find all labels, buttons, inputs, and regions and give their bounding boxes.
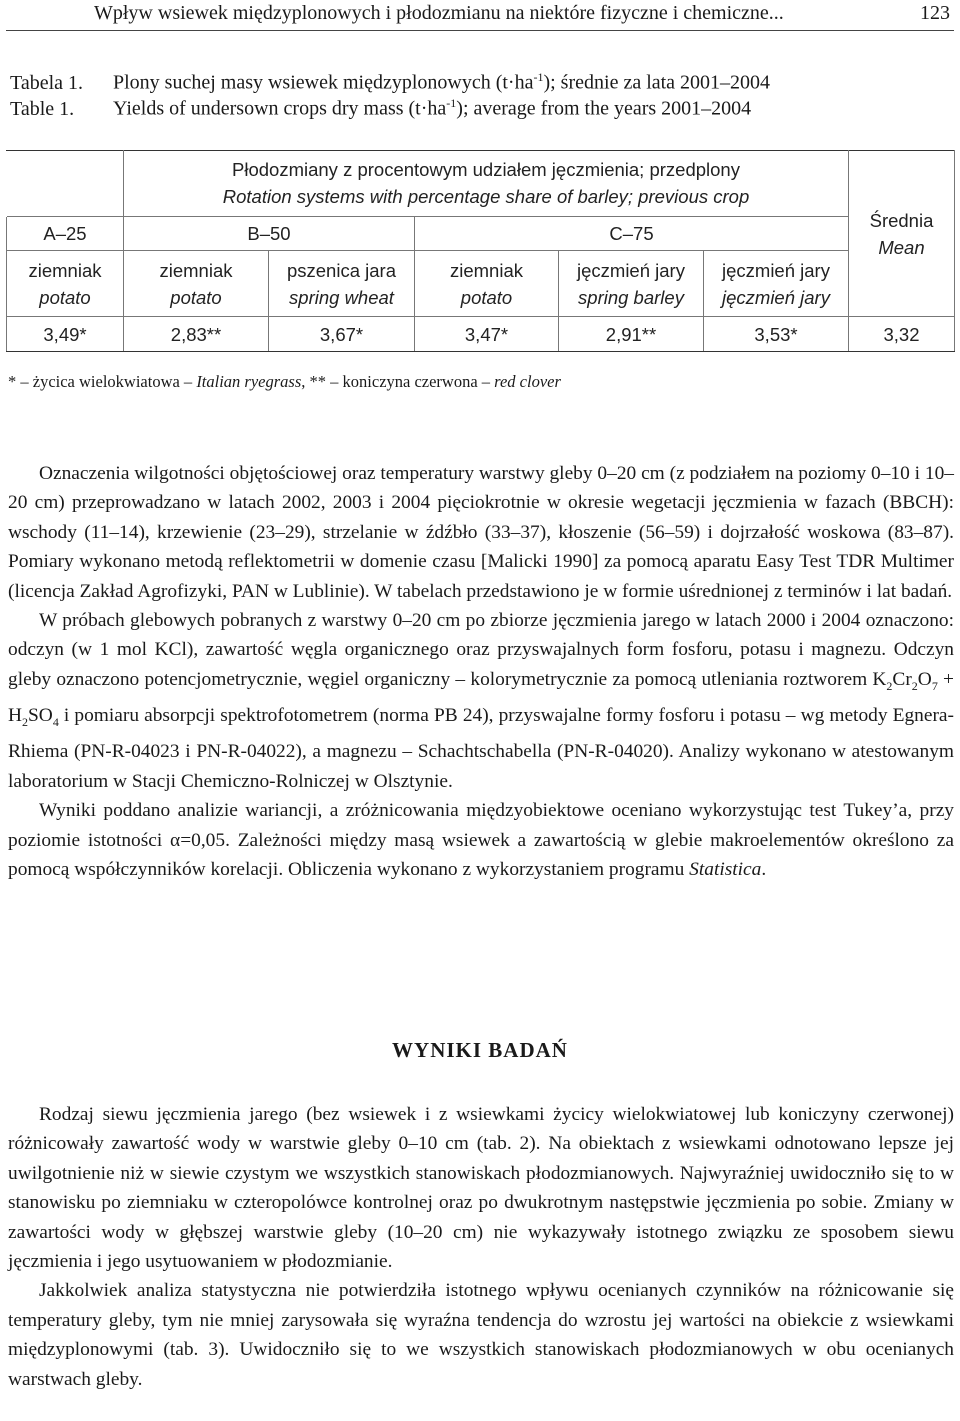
- yields-table: [6, 150, 955, 352]
- results-heading: WYNIKI BADAŃ: [392, 1038, 568, 1062]
- group-header-en: Rotation systems with percentage share of barley; previous crop: [222, 186, 750, 208]
- table-value: 2,91**: [559, 317, 704, 352]
- caption-en-sup: -1: [446, 96, 457, 110]
- crop-pl: ziemniak: [450, 259, 523, 281]
- p2-text: Cr: [892, 668, 912, 690]
- crop-pl: pszenica jara: [286, 259, 396, 281]
- subscript: 2: [22, 715, 29, 729]
- crop-en: spring wheat: [289, 286, 394, 308]
- subscript: 2: [911, 678, 918, 693]
- footnote-star1-en: Italian ryegrass: [196, 372, 302, 391]
- crop-pl: jęczmień jary: [722, 259, 830, 281]
- crop-pl: ziemniak: [28, 259, 102, 281]
- crop-en: jęczmień jary: [722, 286, 830, 308]
- results-section: [8, 1100, 954, 1394]
- table-label-en: Table 1.: [10, 97, 75, 120]
- p2-text: + H: [8, 668, 954, 727]
- table-label-pl: Tabela 1.: [10, 71, 84, 94]
- crop-header: [415, 251, 559, 317]
- subscript: 7: [931, 678, 938, 693]
- table-mean-value: 3,32: [849, 317, 955, 352]
- methods-section: [8, 459, 954, 884]
- crop-header: [559, 251, 704, 317]
- crop-header: [124, 251, 269, 317]
- rotation-b-header: B–50: [124, 216, 415, 251]
- footnote-star2: , ** – koniczyna czerwona –: [301, 372, 495, 391]
- caption-pl-text-end: ); średnie za lata 2001–2004: [543, 71, 771, 94]
- p2-text: W próbach glebowych pobranych z warstwy 0–20 cm po zbiorze jęczmienia jarego w latach 2000 i 2004 oznaczono: odczyn (w 1 mol KCl), zawartość węgla organicznego oraz przyswajalnych form fosforu, potasu i magnezu. Odczyn gleby oznaczono potencjometrycznie, węgiel organiczny – kolorymetrycznie za pomocą utleniania roztworem K: [8, 610, 954, 690]
- table-caption-en: [10, 96, 950, 121]
- results-paragraph-1: Rodzaj siewu jęczmienia jarego (bez wsiewek i z wsiewkami życicy wielokwiatowej lub koniczyny czerwonej) różnicowały zawartość wody w warstwie gleby 0–10 cm (tab. 2). Na obiektach z wsiewkami odnotowano lepsze jej uwilgotnienie niż w siewie czystym we wszystkich stanowiskach płodozmianowych. Najwyraźniej uwidoczniło się to w stanowisku po ziemniaku w czteropolówce kontrolnej oraz po dwukrotnym następstwie jęczmienia po sobie. Zmiany w zawartości wody w głębszej warstwie gleby (10–20 cm) nie wykazywały istotnego związku ze sposobem siewu jęczmienia i jego usytuowaniem w płodozmianie.: [8, 1104, 954, 1273]
- methods-paragraph-1: Oznaczenia wilgotności objętościowej oraz temperatury warstwy gleby 0–20 cm (z podziałem na poziomy 0–10 i 10–20 cm) przeprowadzano w latach 2002, 2003 i 2004 pięciokrotnie w okresie wegetacji jęczmienia w fazach (BBCH): wschody (11–14), krzewienie (23–29), strzelanie w źdźbło (33–37), kłoszenie (56–59) i dojrzałość woskowa (83–87). Pomiary wykonano metodą reflektometrii w domenie czasu [Malicki 1990] za pomocą aparatu Easy Test TDR Multimer (licencja Zakład Agrofizyki, PAN w Lublinie). W tabelach przedstawiono je w formie uśrednionej z terminów i lat badań.: [8, 463, 954, 602]
- mean-header-pl: Średnia: [869, 209, 934, 231]
- software-name: Statistica: [689, 859, 762, 881]
- p2-text: SO: [28, 705, 53, 727]
- subscript: 2: [886, 678, 893, 693]
- table-value: 3,49*: [7, 317, 124, 352]
- caption-pl-sup: -1: [533, 70, 544, 84]
- crop-en: potato: [460, 286, 513, 308]
- crop-pl: ziemniak: [159, 259, 233, 281]
- page-number: 123: [920, 2, 950, 24]
- crop-en: spring barley: [578, 286, 684, 308]
- mean-header-en: Mean: [878, 236, 925, 258]
- rotation-a-header: A–25: [7, 216, 124, 251]
- table-value: 3,53*: [704, 317, 849, 352]
- crop-header: [269, 251, 415, 317]
- p2-text: i pomiaru absorpcji spektrofotometrem (norma PB 24), przyswajalne formy fosforu i potasu – wg metody Egnera-Rhiema (PN-R-04023 i PN-R-04022), a magnezu – Schachtschabella (PN-R-04020). Analizy wykonano w atestowanym laboratorium w Stacji Chemiczno-Rolniczej w Olsztynie.: [8, 705, 954, 792]
- results-paragraph-2: Jakkolwiek analiza statystyczna nie potwierdziła istotnego wpływu ocenianych czynników na różnicowanie się temperatury gleby, tym nie mniej zarysowała się wyraźna tendencja do wzrostu jej wartości na obiekcie z wsiewkami międzyplonowymi (tab. 3). Uwidoczniło się to we wszystkich stanowiskach płodozmianowych w obu ocenianych warstwach gleby.: [8, 1280, 954, 1390]
- footnote-star2-en: red clover: [494, 372, 561, 391]
- crop-en: potato: [39, 286, 91, 308]
- table-footnote: [8, 372, 561, 392]
- subscript: 4: [52, 715, 59, 729]
- p3-text: Wyniki poddano analizie wariancji, a zróżnicowania międzyobiektowe oceniano wykorzystując test Tukey’a, przy poziomie istotności α=0,05. Zależności między masą wsiewek a zawartością w glebie makroelementów określono za pomocą współczynników korelacji. Obliczenia wykonano z wykorzystaniem programu: [8, 800, 954, 881]
- caption-en-text-end: ); average from the years 2001–2004: [456, 97, 752, 120]
- methods-paragraph-3: [8, 796, 954, 884]
- table-value: 3,67*: [269, 317, 415, 352]
- table-caption-pl: [10, 70, 950, 95]
- group-header-pl: Płodozmiany z procentowym udziałem jęczmienia; przedplony: [232, 159, 740, 181]
- table-value: 3,47*: [415, 317, 559, 352]
- p3-text-end: .: [761, 859, 767, 881]
- mean-header: [849, 151, 955, 317]
- crop-header: [704, 251, 849, 317]
- p2-text: O: [917, 668, 932, 690]
- table-value: 2,83**: [124, 317, 269, 352]
- crop-header: [7, 251, 124, 317]
- caption-en-text: Yields of undersown crops dry mass (t·ha: [113, 97, 447, 120]
- crop-pl: jęczmień jary: [577, 259, 685, 281]
- running-head-title: Wpływ wsiewek międzyplonowych i płodozmianu na niektóre fizyczne i chemiczne...: [94, 2, 784, 24]
- crop-en: potato: [170, 286, 222, 308]
- footnote-star1: * – życica wielokwiatowa –: [8, 372, 197, 391]
- table-group-header: [124, 151, 849, 217]
- methods-paragraph-2: [8, 606, 954, 796]
- caption-pl-text: Plony suchej masy wsiewek międzyplonowych (t·ha: [113, 71, 534, 94]
- running-head: [6, 0, 954, 31]
- rotation-c-header: C–75: [415, 216, 849, 251]
